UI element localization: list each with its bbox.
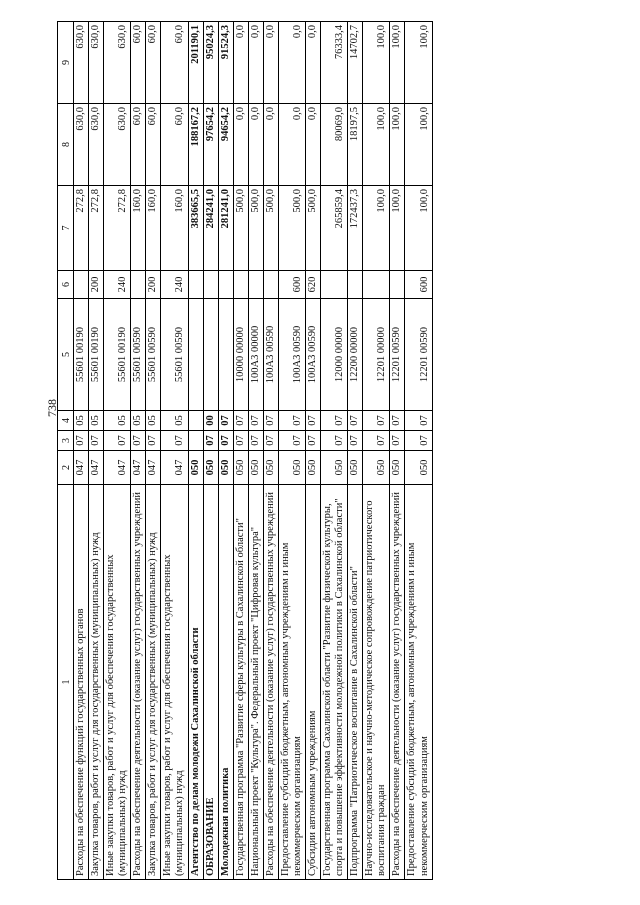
cell-c2: 050 xyxy=(188,451,203,485)
row-name-cell: Закупка товаров, работ и услуг для государственных (муниципальных) нужд xyxy=(146,485,161,880)
cell-c7: 500,0 xyxy=(278,186,305,271)
cell-c6 xyxy=(131,271,146,299)
table-row xyxy=(188,22,203,880)
cell-c7: 500,0 xyxy=(306,186,321,271)
cell-c9: 60,0 xyxy=(146,22,161,104)
cell-c9: 0,0 xyxy=(306,22,321,104)
table-row xyxy=(348,22,363,880)
cell-c9: 630,0 xyxy=(74,22,89,104)
row-name-cell: Закупка товаров, работ и услуг для государственных (муниципальных) нужд xyxy=(89,485,104,880)
table-row xyxy=(89,22,104,880)
cell-c8: 97654,2 xyxy=(203,104,218,186)
cell-c7: 172437,3 xyxy=(348,186,363,271)
column-header: 2 xyxy=(58,451,74,485)
cell-c6 xyxy=(348,271,363,299)
cell-c2: 050 xyxy=(348,451,363,485)
cell-c4: 05 xyxy=(146,411,161,431)
cell-c3: 07 xyxy=(321,431,348,451)
cell-c7: 272,8 xyxy=(104,186,131,271)
cell-c5 xyxy=(218,299,233,411)
row-name-cell: Предоставление субсидий бюджетным, автономным учреждениям и иным некоммерческим организациям xyxy=(405,485,432,880)
row-name-cell: Расходы на обеспечение деятельности (оказание услуг) государственных учреждений xyxy=(263,485,278,880)
table-row xyxy=(321,22,348,880)
cell-c3: 07 xyxy=(146,431,161,451)
cell-c3: 07 xyxy=(218,431,233,451)
cell-c7: 160,0 xyxy=(131,186,146,271)
cell-c7: 500,0 xyxy=(263,186,278,271)
cell-c9: 76333,4 xyxy=(321,22,348,104)
table-row xyxy=(306,22,321,880)
cell-c4: 07 xyxy=(390,411,405,431)
cell-c5: 55601 00590 xyxy=(131,299,146,411)
cell-c5: 100А3 00590 xyxy=(306,299,321,411)
cell-c2: 047 xyxy=(74,451,89,485)
cell-c8: 60,0 xyxy=(131,104,146,186)
cell-c9: 100,0 xyxy=(363,22,390,104)
cell-c5: 12200 00000 xyxy=(348,299,363,411)
table-row xyxy=(104,22,131,880)
cell-c5: 100А3 00590 xyxy=(263,299,278,411)
cell-c6: 200 xyxy=(146,271,161,299)
cell-c4: 05 xyxy=(74,411,89,431)
table-row xyxy=(405,22,432,880)
cell-c8: 18197,5 xyxy=(348,104,363,186)
cell-c2: 047 xyxy=(146,451,161,485)
cell-c2: 050 xyxy=(306,451,321,485)
cell-c6 xyxy=(74,271,89,299)
cell-c2: 047 xyxy=(161,451,188,485)
table-row xyxy=(161,22,188,880)
row-name-cell: Подпрограмма "Патриотическое воспитание в Сахалинской области" xyxy=(348,485,363,880)
cell-c4: 07 xyxy=(218,411,233,431)
cell-c5: 55601 00190 xyxy=(89,299,104,411)
cell-c2: 050 xyxy=(278,451,305,485)
cell-c7: 100,0 xyxy=(390,186,405,271)
cell-c8: 0,0 xyxy=(278,104,305,186)
cell-c2: 050 xyxy=(390,451,405,485)
cell-c3: 07 xyxy=(263,431,278,451)
cell-c8: 0,0 xyxy=(306,104,321,186)
cell-c6 xyxy=(390,271,405,299)
cell-c2: 050 xyxy=(248,451,263,485)
cell-c9: 0,0 xyxy=(248,22,263,104)
row-name-cell: Научно-исследовательское и научно-методическое сопровождение патриотического воспитания граждан xyxy=(363,485,390,880)
cell-c8: 630,0 xyxy=(104,104,131,186)
cell-c6 xyxy=(203,271,218,299)
cell-c5: 12201 00590 xyxy=(390,299,405,411)
cell-c7: 284241,0 xyxy=(203,186,218,271)
cell-c8: 630,0 xyxy=(74,104,89,186)
cell-c4: 07 xyxy=(348,411,363,431)
column-header: 6 xyxy=(58,271,74,299)
cell-c4: 05 xyxy=(131,411,146,431)
cell-c7: 281241,0 xyxy=(218,186,233,271)
table-row xyxy=(131,22,146,880)
column-header: 4 xyxy=(58,411,74,431)
cell-c4 xyxy=(188,411,203,431)
cell-c8: 60,0 xyxy=(161,104,188,186)
cell-c3: 07 xyxy=(248,431,263,451)
cell-c4: 07 xyxy=(263,411,278,431)
cell-c7: 100,0 xyxy=(363,186,390,271)
table-row xyxy=(203,22,218,880)
cell-c7: 272,8 xyxy=(74,186,89,271)
column-header: 3 xyxy=(58,431,74,451)
cell-c3: 07 xyxy=(278,431,305,451)
cell-c4: 07 xyxy=(278,411,305,431)
cell-c8: 630,0 xyxy=(89,104,104,186)
cell-c6: 600 xyxy=(278,271,305,299)
table-row xyxy=(248,22,263,880)
cell-c3: 07 xyxy=(104,431,131,451)
cell-c3: 07 xyxy=(131,431,146,451)
cell-c5: 55601 00190 xyxy=(74,299,89,411)
cell-c7: 100,0 xyxy=(405,186,432,271)
cell-c7: 160,0 xyxy=(146,186,161,271)
cell-c5: 12201 00590 xyxy=(405,299,432,411)
cell-c6: 240 xyxy=(104,271,131,299)
table-row xyxy=(74,22,89,880)
cell-c8: 0,0 xyxy=(248,104,263,186)
row-name-cell: Иные закупки товаров, работ и услуг для обеспечения государственных (муниципальных) нужд xyxy=(161,485,188,880)
cell-c2: 050 xyxy=(233,451,248,485)
cell-c4: 07 xyxy=(405,411,432,431)
row-name-cell: Государственная программа Сахалинской области "Развитие физической культуры, спорта и повышение эффективности молодежной политики в Сахалинской области" xyxy=(321,485,348,880)
cell-c5: 55601 00590 xyxy=(161,299,188,411)
cell-c3: 07 xyxy=(233,431,248,451)
row-name-cell: Субсидии автономным учреждениям xyxy=(306,485,321,880)
cell-c9: 630,0 xyxy=(89,22,104,104)
cell-c3: 07 xyxy=(74,431,89,451)
cell-c3: 07 xyxy=(405,431,432,451)
cell-c5 xyxy=(203,299,218,411)
cell-c6: 620 xyxy=(306,271,321,299)
cell-c7: 500,0 xyxy=(233,186,248,271)
row-name-cell: Предоставление субсидий бюджетным, автономным учреждениям и иным некоммерческим организациям xyxy=(278,485,305,880)
cell-c7: 500,0 xyxy=(248,186,263,271)
cell-c9: 0,0 xyxy=(233,22,248,104)
cell-c9: 0,0 xyxy=(278,22,305,104)
cell-c5: 55601 00590 xyxy=(146,299,161,411)
cell-c9: 60,0 xyxy=(131,22,146,104)
column-header: 8 xyxy=(58,104,74,186)
column-header: 7 xyxy=(58,186,74,271)
row-name-cell: Расходы на обеспечение деятельности (оказание услуг) государственных учреждений xyxy=(390,485,405,880)
page-number: 738 xyxy=(45,399,59,417)
cell-c4: 00 xyxy=(203,411,218,431)
cell-c4: 05 xyxy=(89,411,104,431)
cell-c4: 07 xyxy=(306,411,321,431)
cell-c9: 91524,3 xyxy=(218,22,233,104)
rotated-table-container xyxy=(57,22,637,880)
cell-c5: 10000 00000 xyxy=(233,299,248,411)
cell-c9: 100,0 xyxy=(405,22,432,104)
cell-c9: 201190,1 xyxy=(188,22,203,104)
cell-c7: 272,8 xyxy=(89,186,104,271)
row-name-cell: Агентство по делам молодежи Сахалинской области xyxy=(188,485,203,880)
table-row xyxy=(263,22,278,880)
cell-c8: 80069,0 xyxy=(321,104,348,186)
budget-table xyxy=(57,21,433,880)
cell-c8: 100,0 xyxy=(390,104,405,186)
cell-c6 xyxy=(188,271,203,299)
header-row xyxy=(58,22,74,880)
cell-c9: 0,0 xyxy=(263,22,278,104)
cell-c4: 05 xyxy=(104,411,131,431)
table-row xyxy=(233,22,248,880)
cell-c7: 383665,5 xyxy=(188,186,203,271)
cell-c2: 047 xyxy=(89,451,104,485)
cell-c2: 050 xyxy=(263,451,278,485)
cell-c9: 630,0 xyxy=(104,22,131,104)
cell-c6 xyxy=(218,271,233,299)
cell-c2: 047 xyxy=(131,451,146,485)
cell-c6 xyxy=(248,271,263,299)
cell-c7: 160,0 xyxy=(161,186,188,271)
cell-c5: 100А3 00000 xyxy=(248,299,263,411)
cell-c3 xyxy=(188,431,203,451)
cell-c3: 07 xyxy=(348,431,363,451)
row-name-cell: Расходы на обеспечение деятельности (оказание услуг) государственных учреждений xyxy=(131,485,146,880)
cell-c5: 100А3 00590 xyxy=(278,299,305,411)
cell-c2: 050 xyxy=(363,451,390,485)
table-row xyxy=(363,22,390,880)
cell-c9: 60,0 xyxy=(161,22,188,104)
cell-c6: 600 xyxy=(405,271,432,299)
row-name-cell: Национальный проект "Культура". Федеральный проект "Цифровая культура" xyxy=(248,485,263,880)
cell-c9: 95024,3 xyxy=(203,22,218,104)
cell-c2: 050 xyxy=(203,451,218,485)
cell-c8: 94654,2 xyxy=(218,104,233,186)
cell-c3: 07 xyxy=(306,431,321,451)
cell-c4: 07 xyxy=(363,411,390,431)
cell-c5: 55601 00190 xyxy=(104,299,131,411)
cell-c3: 07 xyxy=(89,431,104,451)
table-row xyxy=(278,22,305,880)
column-header: 1 xyxy=(58,485,74,880)
cell-c7: 265859,4 xyxy=(321,186,348,271)
cell-c9: 14702,7 xyxy=(348,22,363,104)
row-name-cell: Молодежная политика xyxy=(218,485,233,880)
row-name-cell: ОБРАЗОВАНИЕ xyxy=(203,485,218,880)
cell-c8: 60,0 xyxy=(146,104,161,186)
cell-c5: 12000 00000 xyxy=(321,299,348,411)
table-row xyxy=(390,22,405,880)
cell-c4: 07 xyxy=(233,411,248,431)
cell-c6 xyxy=(321,271,348,299)
cell-c4: 05 xyxy=(161,411,188,431)
cell-c2: 047 xyxy=(104,451,131,485)
cell-c2: 050 xyxy=(321,451,348,485)
table-row xyxy=(218,22,233,880)
cell-c6: 240 xyxy=(161,271,188,299)
cell-c8: 0,0 xyxy=(263,104,278,186)
cell-c8: 100,0 xyxy=(363,104,390,186)
cell-c8: 100,0 xyxy=(405,104,432,186)
row-name-cell: Расходы на обеспечение функций государственных органов xyxy=(74,485,89,880)
cell-c8: 188167,2 xyxy=(188,104,203,186)
cell-c4: 07 xyxy=(321,411,348,431)
cell-c3: 07 xyxy=(203,431,218,451)
row-name-cell: Иные закупки товаров, работ и услуг для обеспечения государственных (муниципальных) нужд xyxy=(104,485,131,880)
cell-c6 xyxy=(363,271,390,299)
column-header: 5 xyxy=(58,299,74,411)
row-name-cell: Государственная программа "Развитие сферы культуры в Сахалинской области" xyxy=(233,485,248,880)
cell-c6 xyxy=(233,271,248,299)
column-header: 9 xyxy=(58,22,74,104)
cell-c6: 200 xyxy=(89,271,104,299)
table-row xyxy=(146,22,161,880)
cell-c5 xyxy=(188,299,203,411)
cell-c4: 07 xyxy=(248,411,263,431)
cell-c8: 0,0 xyxy=(233,104,248,186)
cell-c5: 12201 00000 xyxy=(363,299,390,411)
cell-c2: 050 xyxy=(218,451,233,485)
cell-c3: 07 xyxy=(161,431,188,451)
cell-c3: 07 xyxy=(390,431,405,451)
cell-c2: 050 xyxy=(405,451,432,485)
cell-c3: 07 xyxy=(363,431,390,451)
cell-c6 xyxy=(263,271,278,299)
cell-c9: 100,0 xyxy=(390,22,405,104)
